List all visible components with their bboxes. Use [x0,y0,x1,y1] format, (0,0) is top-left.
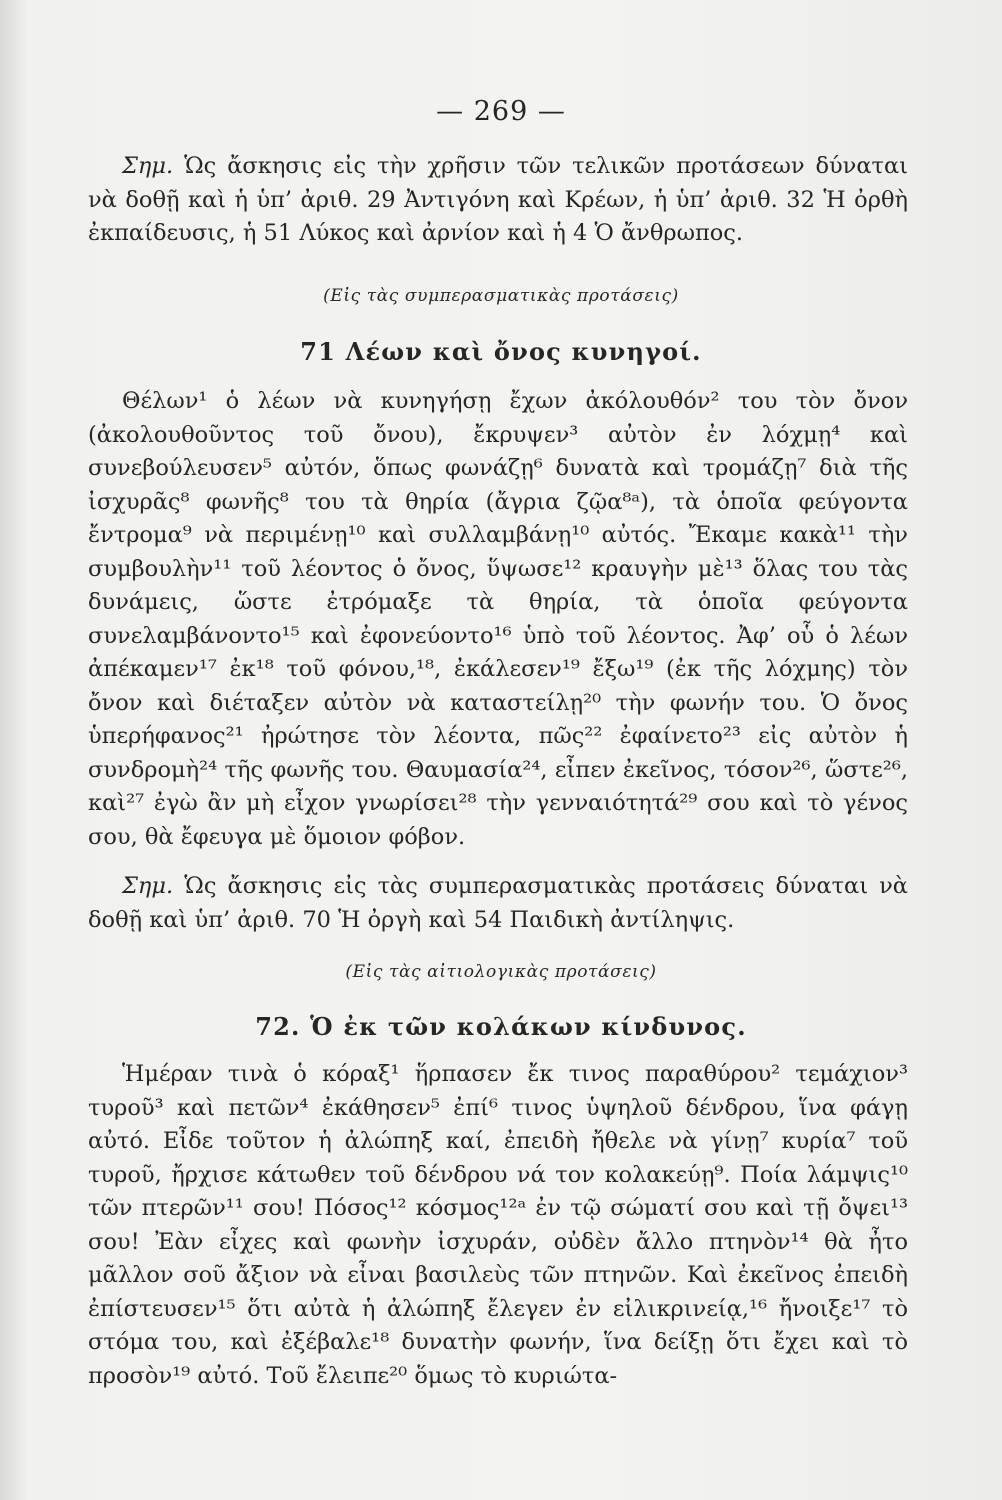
note-text: Ὡς ἄσκησις εἰς τὴν χρῆσιν τῶν τελικῶν προτάσεων δύναται νὰ δοθῇ καὶ ἡ ὑπ’ ἀριθ. 29 Ἀντιγόνη καὶ Κρέων, ἡ ὑπ’ ἀριθ. 32 Ἡ ὀρθὴ ἐκπαίδευσις, ἡ 51 Λύκος καὶ ἀρνίον καὶ ἡ 4 Ὁ ἄνθρωπος. [88,153,908,246]
story-72 [88,1058,908,1393]
story-71 [88,385,908,854]
note-label: Σημ. [122,873,174,899]
story-title-71: 71 Λέων καὶ ὄνος κυνηγοί. [300,337,702,366]
note-consecutive [88,870,908,937]
page-number: — 269 — [436,96,566,127]
story-title-72: 72. Ὁ ἐκ τῶν κολάκων κίνδυνος. [255,1012,747,1041]
story-71-body: Θέλων¹ ὁ λέων νὰ κυνηγήσῃ ἔχων ἀκόλουθόν² του τὸν ὄνον (ἀκολουθοῦντος τοῦ ὄνου), ἔκρυψεν³ αὐτὸν ἐν λόχμῃ⁴ καὶ συνεβούλευσεν⁵ αὐτόν, ὅπως φωνάζῃ⁶ δυνατὰ καὶ τρομάζῃ⁷ διὰ τῆς ἰσχυρᾶς⁸ φωνῆς⁸ του τὰ θηρία (ἄγρια ζῷα⁸ᵃ), τὰ ὁποῖα φεύγοντα ἔντρομα⁹ νὰ περιμένῃ¹⁰ καὶ συλλαμβάνῃ¹⁰ αὐτός. Ἔκαμε κακὰ¹¹ τὴν συμβουλὴν¹¹ τοῦ λέοντος ὁ ὄνος, ὕψωσε¹² κραυγὴν μὲ¹³ ὅλας του τὰς δυνάμεις, ὥστε ἐτρόμαξε τὰ θηρία, τὰ ὁποῖα φεύγοντα συνελαμβάνοντο¹⁵ καὶ ἐφονεύοντο¹⁶ ὑπὸ τοῦ λέοντος. Ἀφ’ οὗ ὁ λέων ἀπέκαμεν¹⁷ ἐκ¹⁸ τοῦ φόνου,¹⁸, ἐκάλεσεν¹⁹ ἔξω¹⁹ (ἐκ τῆς λόχμης) τὸν ὄνον καὶ διέταξεν αὐτὸν νὰ καταστείλῃ²⁰ τὴν φωνήν του. Ὁ ὄνος ὑπερήφανος²¹ ἠρώτησε τὸν λέοντα, πῶς²² ἐφαίνετο²³ εἰς αὐτὸν ἡ συνδρομὴ²⁴ τῆς φωνῆς του. Θαυμασία²⁴, εἶπεν ἐκεῖνος, τόσον²⁶, ὥστε²⁶, καὶ²⁷ ἐγὼ ἂν μὴ εἶχον γνωρίσει²⁸ τὴν γενναιότητά²⁹ σου καὶ τὸ γένος σου, θὰ ἔφευγα μὲ ὅμοιον φόβον. [88,388,908,850]
note-text: Ὡς ἄσκησις εἰς τὰς συμπερασματικὰς προτάσεις δύναται νὰ δοθῇ καὶ ὑπ’ ἀριθ. 70 Ἡ ὀργὴ καὶ 54 Παιδικὴ ἀντίληψις. [88,873,908,933]
note-label: Σημ. [122,153,174,179]
story-72-body: Ἡμέραν τινὰ ὁ κόραξ¹ ἥρπασεν ἔκ τινος παραθύρου² τεμάχιον³ τυροῦ³ καὶ πετῶν⁴ ἐκάθησεν⁵ ἐπί⁶ τινος ὑψηλοῦ δένδρου, ἵνα φάγῃ αὐτό. Εἶδε τοῦτον ἡ ἀλώπηξ καί, ἐπειδὴ ἤθελε νὰ γίνῃ⁷ κυρία⁷ τοῦ τυροῦ, ἤρχισε κάτωθεν τοῦ δένδρου νά τον κολακεύῃ⁹. Ποία λάμψις¹⁰ τῶν πτερῶν¹¹ σου! Πόσος¹² κόσμος¹²ᵃ ἐν τῷ σώματί σου καὶ τῇ ὄψει¹³ σου! Ἐὰν εἶχες καὶ φωνὴν ἰσχυράν, οὐδὲν ἄλλο πτηνὸν¹⁴ θὰ ἦτο μᾶλλον σοῦ ἄξιον νὰ εἶναι βασιλεὺς τῶν πτηνῶν. Καὶ ἐκεῖνος ἐπειδὴ ἐπίστευσεν¹⁵ ὅτι αὐτὰ ἡ ἀλώπηξ ἔλεγεν ἐν εἰλικρινείᾳ,¹⁶ ἤνοιξε¹⁷ τὸ στόμα του, καὶ ἐξέβαλε¹⁸ δυνατὴν φωνήν, ἵνα δείξῃ ὅτι ἔχει καὶ τὸ προσὸν¹⁹ αὐτό. Τοῦ ἔλειπε²⁰ ὅμως τὸ κυριώτα- [88,1061,908,1389]
note-aims [88,150,908,251]
section-caption-consecutive: (Εἰς τὰς συμπερασματικὰς προτάσεις) [323,286,679,306]
section-caption-causal: (Εἰς τὰς αἰτιολογικὰς προτάσεις) [345,962,657,982]
